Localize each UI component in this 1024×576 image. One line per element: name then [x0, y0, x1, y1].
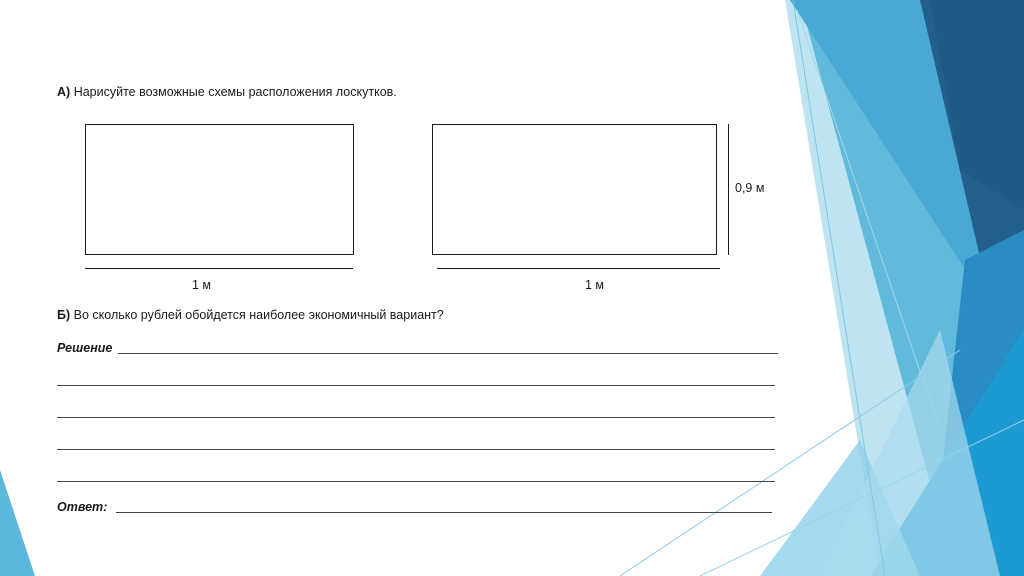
right-height-label: 0,9 м	[735, 181, 765, 195]
solution-label: Решение	[57, 341, 113, 355]
part-b-letter: Б)	[57, 308, 71, 322]
left-width-label: 1 м	[192, 278, 212, 292]
answer-line[interactable]	[116, 512, 772, 513]
left-corner-triangle	[0, 470, 35, 576]
solution-line-1[interactable]	[118, 353, 778, 354]
solution-line-5[interactable]	[57, 481, 775, 482]
right-scheme-rectangle	[432, 124, 717, 255]
answer-label: Ответ:	[57, 500, 108, 514]
right-height-dimension-line	[728, 124, 729, 255]
right-width-dimension-line	[437, 268, 720, 269]
part-a-letter: А)	[57, 85, 71, 99]
left-width-dimension-line	[85, 268, 353, 269]
solution-line-2[interactable]	[57, 385, 775, 386]
right-width-label: 1 м	[585, 278, 605, 292]
solution-line-3[interactable]	[57, 417, 775, 418]
part-a-text: Нарисуйте возможные схемы расположения лоскутков.	[73, 85, 397, 99]
part-a-question	[57, 85, 397, 99]
left-scheme-rectangle	[85, 124, 354, 255]
part-b-text: Во сколько рублей обойдется наиболее экономичный вариант?	[73, 308, 444, 322]
part-b-question	[57, 308, 444, 322]
solution-line-4[interactable]	[57, 449, 775, 450]
